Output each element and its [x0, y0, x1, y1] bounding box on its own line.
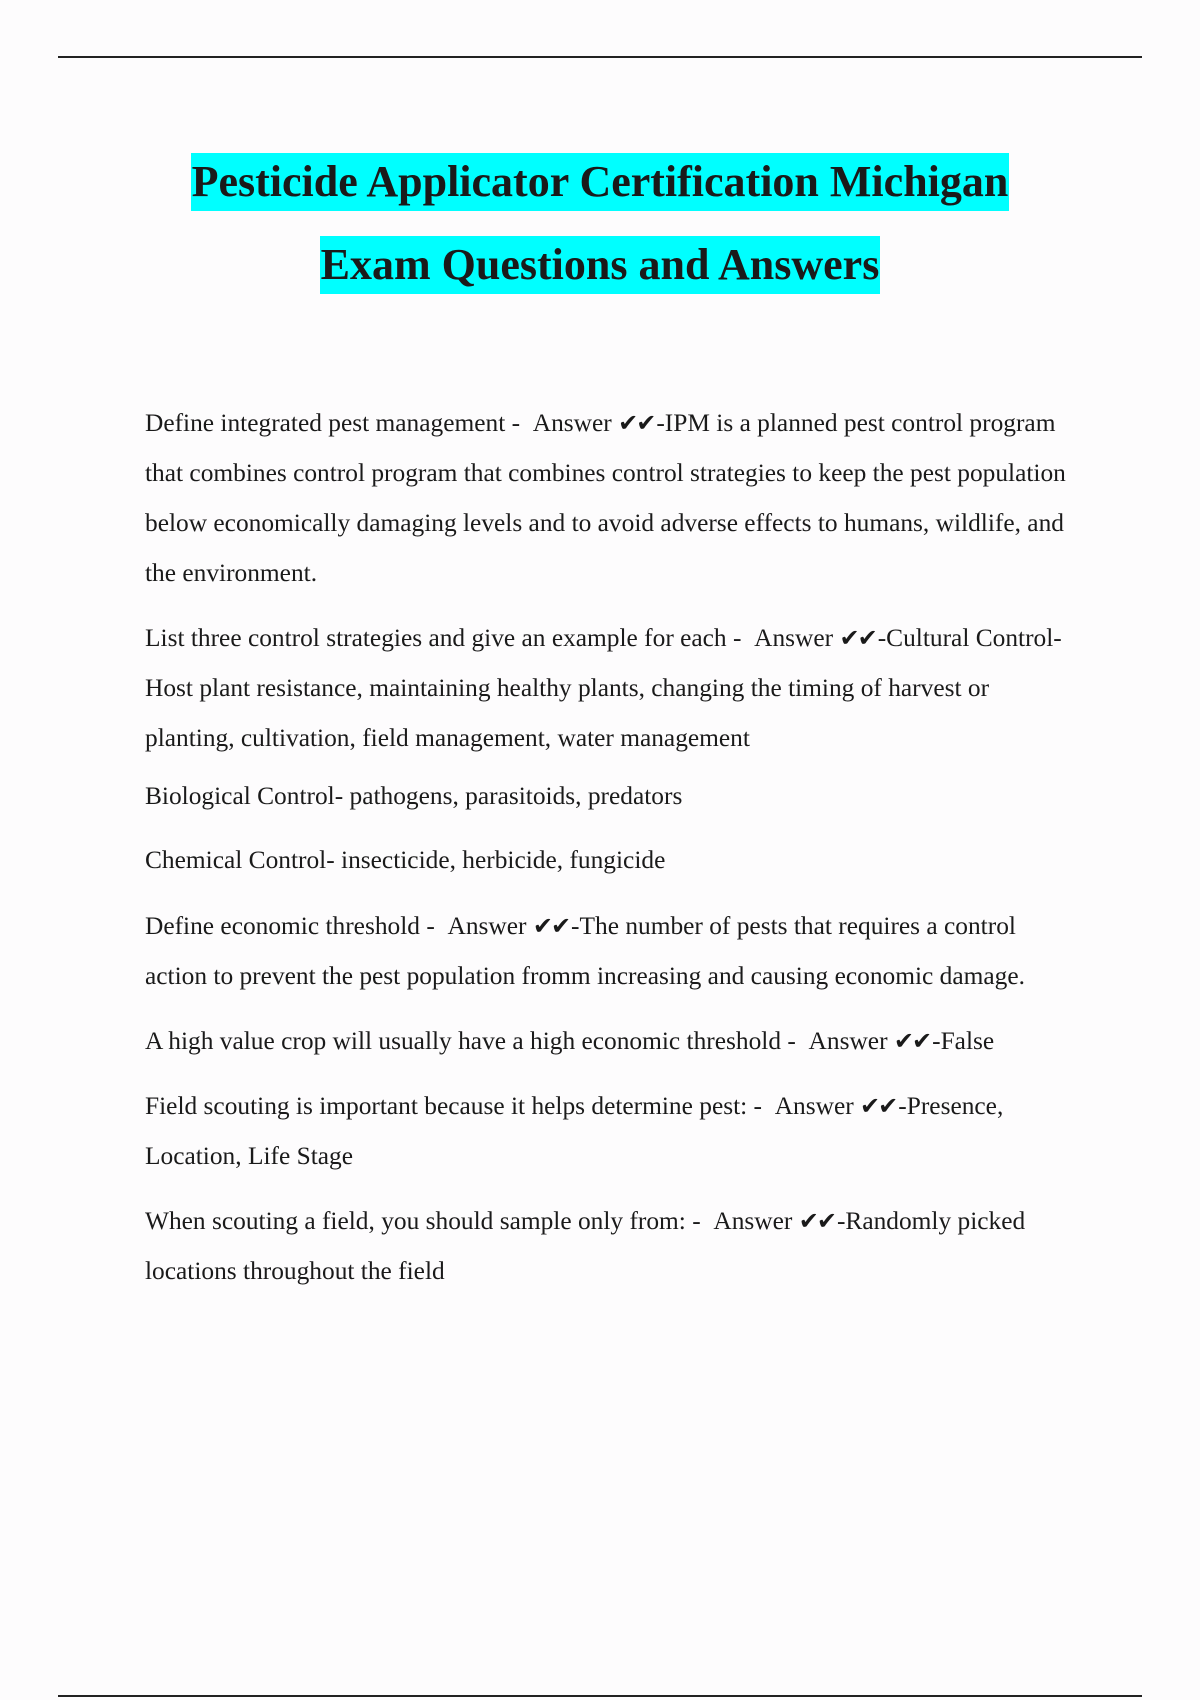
qa-list	[145, 398, 1080, 1311]
question-text: When scouting a field, you should sample only from: -	[145, 1207, 701, 1235]
question-text: Define integrated pest management -	[145, 409, 521, 437]
top-rule	[58, 56, 1142, 58]
qa-item	[145, 1081, 1080, 1181]
answer-continuation: Chemical Control- insecticide, herbicide, fungicide	[145, 846, 666, 874]
double-check-icon: ✔✔	[798, 1207, 835, 1235]
double-check-icon: ✔✔	[893, 1027, 931, 1055]
double-check-icon: ✔✔	[618, 409, 655, 437]
question-text: A high value crop will usually have a high economic threshold -	[145, 1027, 796, 1055]
answer-text: -Cultural Control- Host plant resistance, maintaining healthy plants, changing the timing of harvest or planting, cultivation, field management, water management	[145, 624, 1062, 752]
answer-text: -IPM is a planned pest control program that combines control program that combines control strategies to keep the pest population below economically damaging levels and to avoid adverse effects to humans, wildlife, and the environment.	[145, 409, 1066, 587]
double-check-icon: ✔✔	[860, 1092, 897, 1120]
qa-item	[145, 398, 1080, 598]
double-check-icon: ✔✔	[839, 624, 876, 652]
answer-label: Answer	[774, 1092, 854, 1120]
answer-label: Answer	[447, 912, 527, 940]
answer-label: Answer	[808, 1027, 888, 1055]
qa-item	[145, 1016, 1080, 1066]
page-title	[0, 140, 1200, 306]
qa-item	[145, 613, 1080, 763]
title-line-2: Exam Questions and Answers	[320, 236, 881, 294]
bottom-rule	[58, 1695, 1142, 1697]
answer-continuation: Biological Control- pathogens, parasitoids, predators	[145, 782, 683, 810]
title-line-1: Pesticide Applicator Certification Michigan	[191, 153, 1010, 211]
answer-text: -Presence, Location, Life Stage	[145, 1092, 1004, 1170]
answer-label: Answer	[713, 1207, 793, 1235]
question-text: List three control strategies and give an example for each -	[145, 624, 742, 652]
qa-item	[145, 901, 1080, 1001]
answer-text: -The number of pests that requires a control action to prevent the pest population fromm increasing and causing economic damage.	[145, 912, 1025, 990]
answer-text: -False	[932, 1027, 995, 1055]
answer-label: Answer	[754, 624, 834, 652]
question-text: Field scouting is important because it helps determine pest: -	[145, 1092, 762, 1120]
answer-label: Answer	[532, 409, 612, 437]
double-check-icon: ✔✔	[532, 912, 570, 940]
qa-item	[145, 1196, 1080, 1296]
answer-text: -Randomly picked locations throughout the field	[145, 1207, 1026, 1285]
question-text: Define economic threshold -	[145, 912, 435, 940]
